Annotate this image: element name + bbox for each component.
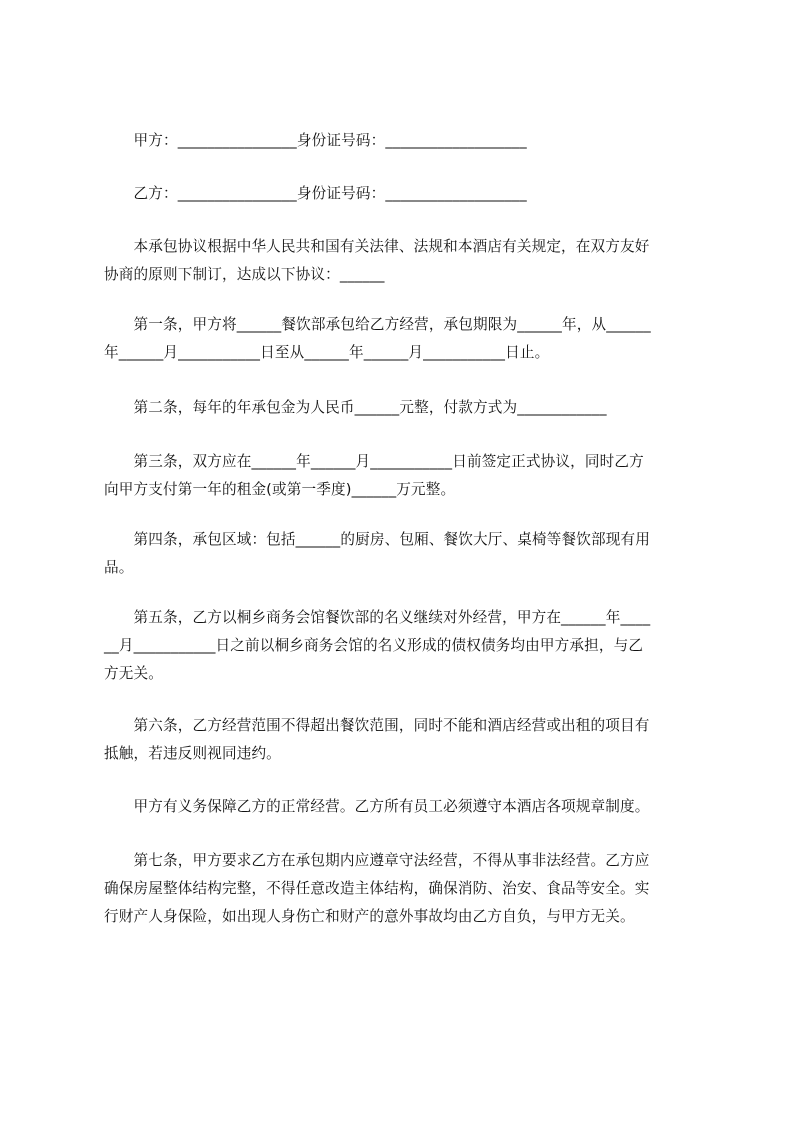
intro-line-1: 本承包协议根据中华人民共和国有关法律、法规和本酒店有关规定，在双方友好 xyxy=(104,238,650,255)
article-5-line-1: 第五条，乙方以桐乡商务会馆餐饮部的名义继续对外经营，甲方在______年____ xyxy=(104,609,651,626)
article-7-line-2: 确保房屋整体结构完整，不得任意改造主体结构，确保消防、治安、食品等安全。实 xyxy=(104,880,650,897)
obligation-line-1: 甲方有义务保障乙方的正常经营。乙方所有员工必须遵守本酒店各项规章制度。 xyxy=(104,798,650,815)
article-3-line-1: 第三条，双方应在______年______月___________日前签定正式协议，同时乙方 xyxy=(104,453,644,470)
article-1-line-1: 第一条，甲方将______餐饮部承包给乙方经营，承包期限为______年，从______ xyxy=(104,316,651,333)
article-4-line-2: 品。 xyxy=(104,559,134,576)
article-3-line-2: 向甲方支付第一年的租金(或第一季度)______万元整。 xyxy=(104,481,456,498)
article-4-paragraph xyxy=(104,526,704,582)
intro-paragraph xyxy=(104,233,704,289)
article-6-line-2: 抵触，若违反则视同违约。 xyxy=(104,745,281,762)
article-5-line-3: 方无关。 xyxy=(104,665,163,682)
article-6-line-1: 第六条，乙方经营范围不得超出餐饮范围，同时不能和酒店经营或出租的项目有 xyxy=(104,717,650,734)
article-7-paragraph xyxy=(104,847,704,931)
article-6-paragraph xyxy=(104,712,704,768)
article-7-line-1: 第七条，甲方要求乙方在承包期内应遵章守法经营，不得从事非法经营。乙方应 xyxy=(104,852,650,869)
article-2-paragraph xyxy=(104,394,704,422)
article-3-paragraph xyxy=(104,448,704,504)
party-a-line: 甲方：________________身份证号码：___________________ xyxy=(104,132,527,149)
article-2-line-1: 第二条，每年的年承包金为人民币______元整，付款方式为____________ xyxy=(104,399,607,416)
article-5-line-2: __月___________日之前以桐乡商务会馆的名义形成的债权债务均由甲方承担，与乙 xyxy=(104,637,644,654)
article-4-line-1: 第四条，承包区域：包括______的厨房、包厢、餐饮大厅、桌椅等餐饮部现有用 xyxy=(104,531,650,548)
obligation-paragraph xyxy=(104,793,704,821)
party-b-line: 乙方：________________身份证号码：___________________ xyxy=(104,185,527,202)
intro-line-2: 协商的原则下制订，达成以下协议：______ xyxy=(104,266,385,283)
article-1-line-2: 年______月___________日至从______年______月___________日止。 xyxy=(104,344,550,361)
article-7-line-3: 行财产人身保险，如出现人身伤亡和财产的意外事故均由乙方自负，与甲方无关。 xyxy=(104,908,635,925)
article-1-paragraph xyxy=(104,311,704,367)
article-5-paragraph xyxy=(104,604,704,688)
